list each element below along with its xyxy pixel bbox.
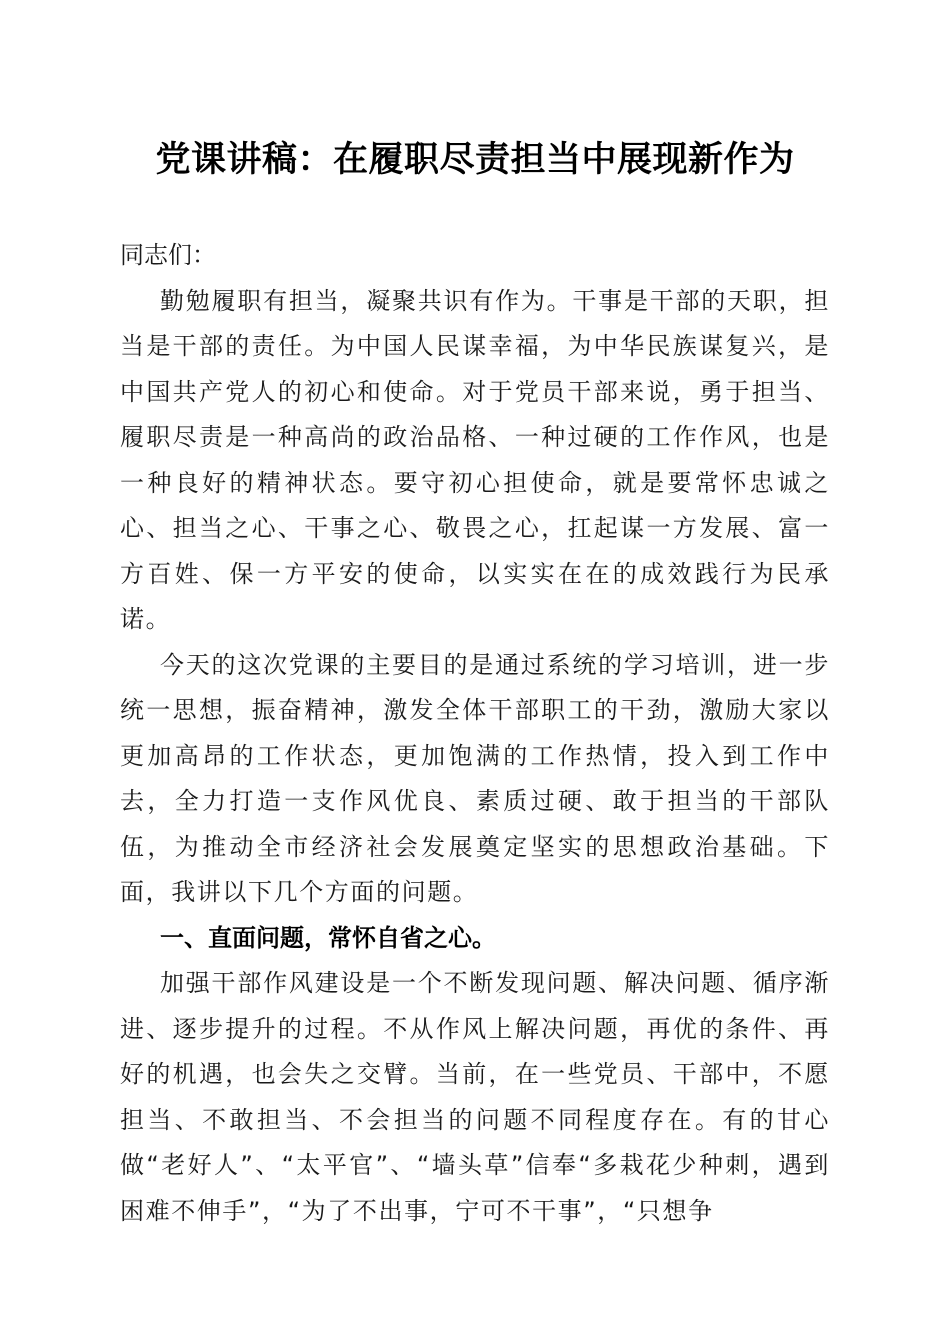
paragraph-purpose: 今天的这次党课的主要目的是通过系统的学习培训，进一步统一思想，振奋精神，激发全体干部职工的干劲，激励大家以更加高昂的工作状态，更加饱满的工作热情，投入到工作中去，全力打造一支作风优良、素质过硬、敢于担当的干部队伍，为推动全市经济社会发展奠定坚实的思想政治基础。下面，我讲以下几个方面的问题。 — [120, 650, 830, 906]
document-title: 党课讲稿：在履职尽责担当中展现新作为 — [155, 139, 795, 180]
paragraph-section-one: 加强干部作风建设是一个不断发现问题、解决问题、循序渐进、逐步提升的过程。不从作风上解决问题，再优的条件、再好的机遇，也会失之交臂。当前，在一些党员、干部中，不愿担当、不敢担当、不会担当的问题不同程度存在。有的甘心做“老好人”、“太平官”、“墙头草”信奉“多栽花少种刺，遇到困难不伸手”，“为了不出事，宁可不干事”，“只想争 — [120, 969, 830, 1225]
paragraph-intro: 勤勉履职有担当，凝聚共识有作为。干事是干部的天职，担当是干部的责任。为中国人民谋幸福，为中华民族谋复兴，是中国共产党人的初心和使命。对于党员干部来说，勇于担当、履职尽责是一种高尚的政治品格、一种过硬的工作作风，也是一种良好的精神状态。要守初心担使命，就是要常怀忠诚之心、担当之心、干事之心、敬畏之心，扛起谋一方发展、富一方百姓、保一方平安的使命，以实实在在的成效践行为民承诺。 — [120, 286, 830, 633]
salutation: 同志们： — [120, 241, 216, 269]
document-body — [120, 233, 830, 1234]
section-heading: 一、直面问题，常怀自省之心。 — [160, 923, 496, 952]
